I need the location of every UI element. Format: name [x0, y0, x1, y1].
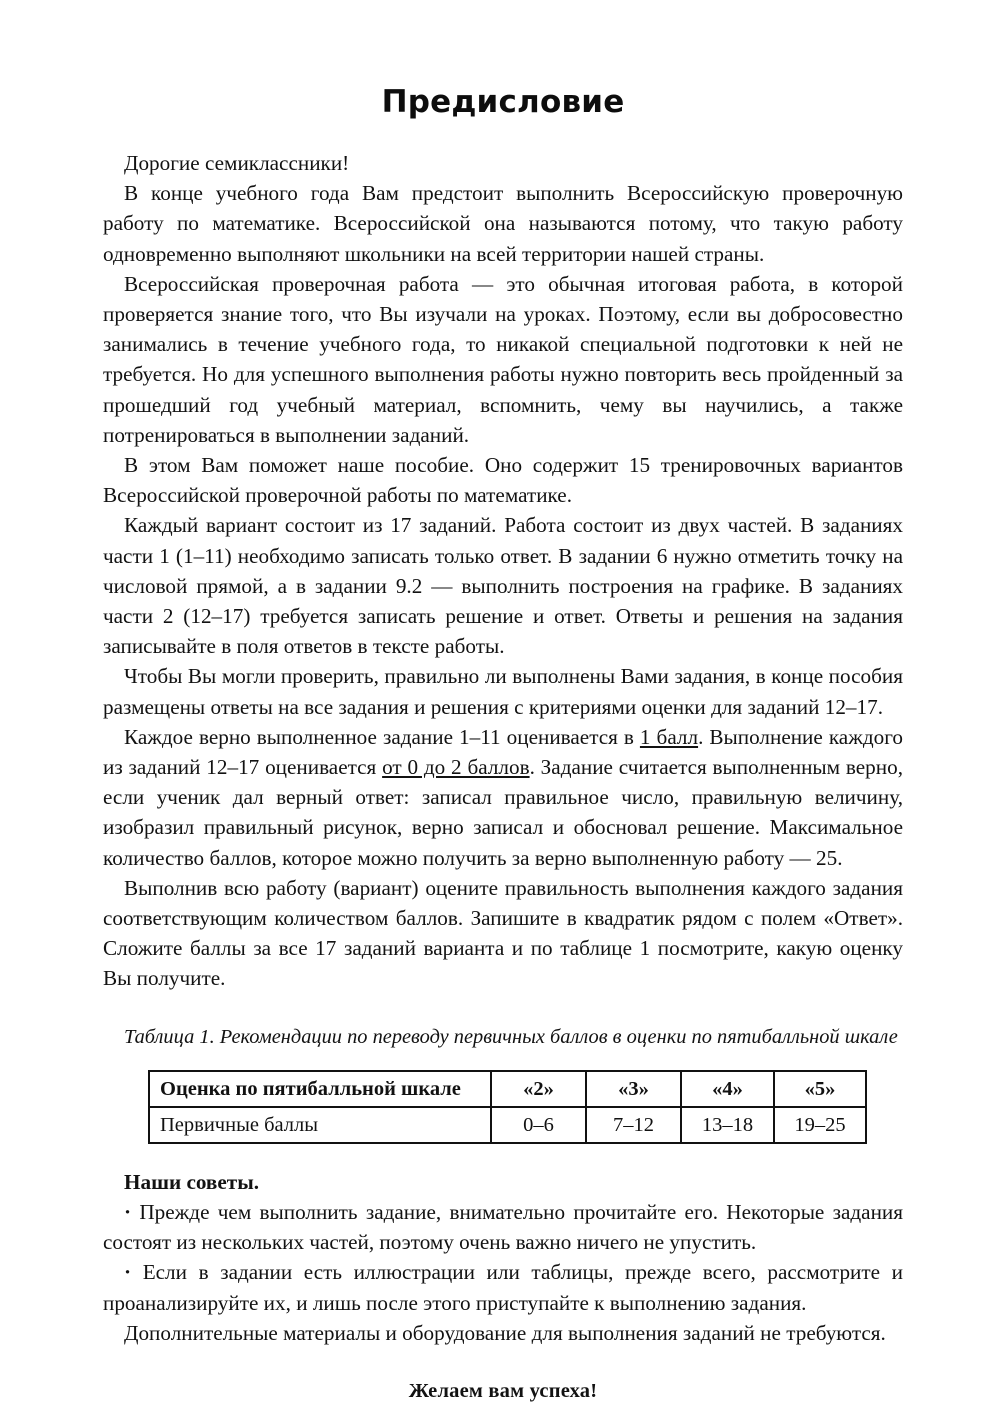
table-cell-range-grade-5: 19–25: [774, 1107, 866, 1143]
scoring-underline-1: 1 балл: [639, 724, 699, 749]
scoring-underline-2: от 0 до 2 баллов: [382, 755, 530, 780]
advice-heading: Наши советы.: [124, 1169, 260, 1194]
advice-item-1-text: Прежде чем выполнить задание, внимательно прочитайте его. Некоторые задания состоят из нескольких частей, поэтому очень важно ничего не упустить.: [103, 1199, 903, 1255]
intro-paragraph-5: Чтобы Вы могли проверить, правильно ли выполнены Вами задания, в конце пособия размещены ответы на все задания и решения с критериями оценки для заданий 12–17.: [103, 664, 903, 719]
table-cell-range-grade-3: 7–12: [586, 1107, 681, 1143]
scoring-text-b: . Выполнение каждого из заданий 12–17 оценивается: [103, 724, 903, 780]
table-cell-range-grade-4: 13–18: [681, 1107, 774, 1143]
score-conversion-table: [148, 1070, 867, 1144]
table-header-grade-3: «3»: [586, 1071, 681, 1107]
page-title: Предисловие: [381, 84, 625, 120]
advice-final-note: Дополнительные материалы и оборудование для выполнения заданий не требуются.: [124, 1320, 886, 1345]
advice-item-2: [103, 1257, 903, 1317]
advice-item-1: [103, 1197, 903, 1257]
score-table-wrapper: [103, 1070, 903, 1144]
bullet-icon: ·: [124, 1199, 132, 1224]
table-header-grade-2: «2»: [491, 1071, 586, 1107]
intro-text-block: [103, 148, 903, 994]
bullet-icon: ·: [124, 1260, 132, 1285]
intro-paragraph-1: В конце учебного года Вам предстоит выполнить Всероссийскую проверочную работу по математике. Всероссийской она называются потому, что такую работу одновременно выполняют школьники на всей территории нашей страны.: [103, 181, 903, 266]
page-content: [103, 0, 903, 1403]
closing-wish: Желаем вам успеха!: [408, 1379, 598, 1402]
intro-paragraph-3: В этом Вам поможет наше пособие. Оно содержит 15 тренировочных вариантов Всероссийской проверочной работы по математике.: [103, 453, 903, 508]
table-header-grade-4: «4»: [681, 1071, 774, 1107]
intro-paragraph-7: Выполнив всю работу (вариант) оцените правильность выполнения каждого задания соответствующим количеством баллов. Запишите в квадратик рядом с полем «Ответ». Сложите баллы за все 17 заданий варианта и по таблице 1 посмотрите, какую оценку Вы получите.: [103, 875, 903, 991]
intro-paragraph-4: Каждый вариант состоит из 17 заданий. Работа состоит из двух частей. В заданиях части 1 (1–11) необходимо записать только ответ. В задании 6 нужно отметить точку на числовой прямой, а в задании 9.2 — выполнить построения на графике. В заданиях части 2 (12–17) требуется записать решение и ответ. Ответы и решения на задания записывайте в поля ответов в тексте работы.: [103, 513, 903, 659]
advice-item-2-text: Если в задании есть иллюстрации или таблицы, прежде всего, рассмотрите и проанализируйте их, и лишь после этого приступайте к выполнению задания.: [103, 1260, 903, 1315]
advice-section: [103, 1167, 903, 1348]
intro-paragraph-2: Всероссийская проверочная работа — это обычная итоговая работа, в которой проверяется знание того, что Вы изучали на уроках. Поэтому, если вы добросовестно занимались в течение учебного года, то никакой специальной подготовки к ней не требуется. Но для успешного выполнения работы нужно повторить весь пройденный за прошедший год учебный материал, вспомнить, чему вы научились, а также потренироваться в выполнении заданий.: [103, 271, 903, 447]
table-cell-range-grade-2: 0–6: [491, 1107, 586, 1143]
table-header-scale-label: Оценка по пятибалльной шкале: [149, 1071, 491, 1107]
table-header-row: [149, 1071, 866, 1107]
table-row: [149, 1107, 866, 1143]
table-caption: Таблица 1. Рекомендации по переводу первичных баллов в оценки по пятибалльной шкале: [124, 1025, 898, 1048]
table-header-grade-5: «5»: [774, 1071, 866, 1107]
greeting-paragraph: Дорогие семиклассники!: [124, 151, 350, 175]
table-row-label-primary-points: Первичные баллы: [149, 1107, 491, 1143]
scoring-text-c: . Задание считается выполненным верно, если ученик дал верный ответ: записал правильное число, правильную величину, изобразил правильный рисунок, верно записал и обосновал решение. Максимальное количество баллов, которое можно получить за верно выполненную работу — 25.: [103, 755, 903, 870]
scoring-text-a: Каждое верно выполненное задание 1–11 оценивается в: [124, 724, 640, 749]
scoring-paragraph: [103, 722, 903, 873]
